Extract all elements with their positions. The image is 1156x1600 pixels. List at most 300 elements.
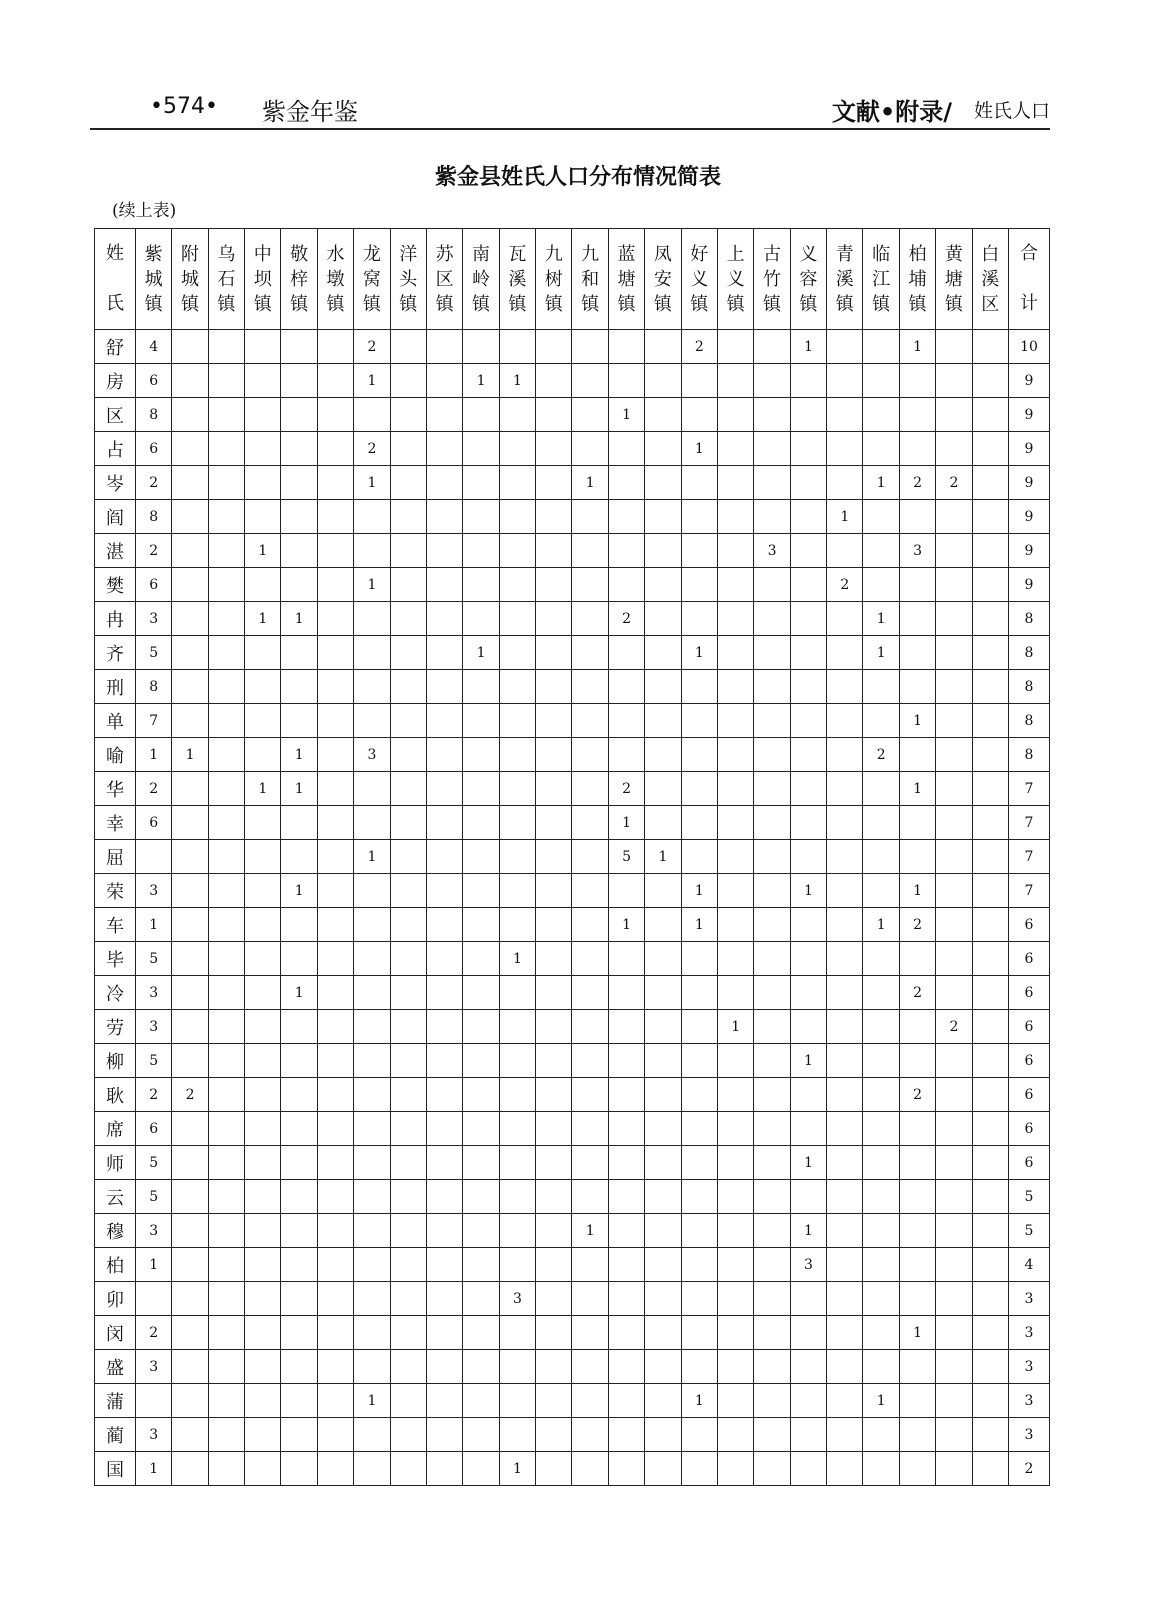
- count-cell: [827, 1384, 863, 1418]
- table-row: [95, 500, 1050, 534]
- total-cell: 3: [1008, 1282, 1049, 1316]
- count-cell: [499, 466, 535, 500]
- surname-cell: 席: [95, 1112, 136, 1146]
- column-header-label: 上义镇: [726, 243, 745, 315]
- count-cell: [936, 1044, 972, 1078]
- count-cell: [317, 1248, 353, 1282]
- count-cell: [390, 432, 426, 466]
- count-cell: [972, 398, 1008, 432]
- count-cell: [172, 636, 208, 670]
- count-cell: [426, 636, 462, 670]
- count-cell: [645, 976, 681, 1010]
- count-cell: [245, 1452, 281, 1486]
- column-header-town: [972, 229, 1008, 330]
- table-row: [95, 1180, 1050, 1214]
- surname-cell: 车: [95, 908, 136, 942]
- column-header-label: 南岭镇: [472, 243, 491, 315]
- column-header-town: [208, 229, 244, 330]
- count-cell: [172, 1112, 208, 1146]
- count-cell: [681, 398, 717, 432]
- count-cell: 1: [608, 398, 644, 432]
- column-header-town: [463, 229, 499, 330]
- count-cell: [936, 1078, 972, 1112]
- count-cell: [208, 432, 244, 466]
- count-cell: [463, 1418, 499, 1452]
- count-cell: [645, 636, 681, 670]
- count-cell: [827, 534, 863, 568]
- count-cell: [608, 432, 644, 466]
- count-cell: [608, 874, 644, 908]
- count-cell: [972, 1248, 1008, 1282]
- count-cell: [245, 1146, 281, 1180]
- count-cell: [463, 1044, 499, 1078]
- count-cell: [354, 874, 390, 908]
- count-cell: [354, 500, 390, 534]
- count-cell: [754, 364, 790, 398]
- count-cell: [827, 1248, 863, 1282]
- count-cell: 1: [354, 466, 390, 500]
- count-cell: [317, 1282, 353, 1316]
- count-cell: [208, 1044, 244, 1078]
- count-cell: [827, 602, 863, 636]
- count-cell: [827, 1010, 863, 1044]
- count-cell: [463, 1350, 499, 1384]
- count-cell: [354, 1214, 390, 1248]
- count-cell: [827, 466, 863, 500]
- count-cell: 1: [354, 1384, 390, 1418]
- count-cell: [172, 942, 208, 976]
- count-cell: [827, 806, 863, 840]
- surname-cell: 冉: [95, 602, 136, 636]
- count-cell: [390, 772, 426, 806]
- count-cell: 6: [135, 806, 171, 840]
- count-cell: [245, 1384, 281, 1418]
- count-cell: [790, 1316, 826, 1350]
- count-cell: [681, 976, 717, 1010]
- surname-cell: 国: [95, 1452, 136, 1486]
- count-cell: [572, 534, 608, 568]
- count-cell: [354, 942, 390, 976]
- count-cell: [208, 636, 244, 670]
- count-cell: 1: [790, 1146, 826, 1180]
- count-cell: [863, 1010, 899, 1044]
- total-cell: 9: [1008, 364, 1049, 398]
- count-cell: 2: [135, 1316, 171, 1350]
- total-cell: 9: [1008, 568, 1049, 602]
- count-cell: [208, 398, 244, 432]
- count-cell: [536, 1384, 572, 1418]
- count-cell: [645, 738, 681, 772]
- count-cell: [245, 1282, 281, 1316]
- total-cell: 8: [1008, 670, 1049, 704]
- count-cell: [827, 1452, 863, 1486]
- table-row: [95, 1078, 1050, 1112]
- surname-cell: 单: [95, 704, 136, 738]
- count-cell: [390, 534, 426, 568]
- count-cell: [281, 1180, 317, 1214]
- count-cell: [681, 1112, 717, 1146]
- count-cell: [317, 806, 353, 840]
- count-cell: [536, 398, 572, 432]
- count-cell: [608, 1418, 644, 1452]
- count-cell: 5: [135, 1146, 171, 1180]
- count-cell: [208, 1248, 244, 1282]
- count-cell: [754, 602, 790, 636]
- count-cell: [390, 1350, 426, 1384]
- count-cell: [426, 1078, 462, 1112]
- total-cell: 4: [1008, 1248, 1049, 1282]
- count-cell: [717, 330, 753, 364]
- count-cell: [208, 976, 244, 1010]
- count-cell: [754, 1214, 790, 1248]
- count-cell: [426, 330, 462, 364]
- count-cell: [245, 636, 281, 670]
- count-cell: [790, 704, 826, 738]
- surname-cell: 闵: [95, 1316, 136, 1350]
- count-cell: [717, 1078, 753, 1112]
- count-cell: [899, 1384, 935, 1418]
- count-cell: [426, 364, 462, 398]
- count-cell: [972, 840, 1008, 874]
- count-cell: [645, 704, 681, 738]
- count-cell: [463, 874, 499, 908]
- count-cell: [608, 534, 644, 568]
- count-cell: 1: [681, 1384, 717, 1418]
- column-header-town: [536, 229, 572, 330]
- total-cell: 7: [1008, 840, 1049, 874]
- surname-cell: 阎: [95, 500, 136, 534]
- count-cell: [572, 1112, 608, 1146]
- count-cell: [317, 1316, 353, 1350]
- count-cell: 2: [936, 466, 972, 500]
- count-cell: 8: [135, 500, 171, 534]
- count-cell: [936, 1418, 972, 1452]
- count-cell: [899, 568, 935, 602]
- count-cell: [608, 704, 644, 738]
- count-cell: [245, 330, 281, 364]
- count-cell: [572, 1282, 608, 1316]
- count-cell: [972, 1418, 1008, 1452]
- count-cell: 5: [608, 840, 644, 874]
- count-cell: [681, 840, 717, 874]
- count-cell: [827, 1316, 863, 1350]
- column-header-town: [717, 229, 753, 330]
- count-cell: [754, 1248, 790, 1282]
- count-cell: [863, 364, 899, 398]
- surname-cell: 幸: [95, 806, 136, 840]
- count-cell: [463, 806, 499, 840]
- count-cell: [645, 602, 681, 636]
- count-cell: [317, 534, 353, 568]
- count-cell: [827, 364, 863, 398]
- count-cell: 1: [790, 874, 826, 908]
- surname-cell: 房: [95, 364, 136, 398]
- count-cell: 1: [281, 772, 317, 806]
- count-cell: 1: [463, 364, 499, 398]
- count-cell: [317, 1010, 353, 1044]
- count-cell: [681, 534, 717, 568]
- count-cell: [608, 1146, 644, 1180]
- count-cell: [681, 1418, 717, 1452]
- count-cell: [463, 1180, 499, 1214]
- count-cell: 2: [135, 534, 171, 568]
- count-cell: [863, 568, 899, 602]
- count-cell: [317, 704, 353, 738]
- count-cell: [681, 1316, 717, 1350]
- count-cell: [208, 534, 244, 568]
- count-cell: [463, 1112, 499, 1146]
- count-cell: [717, 908, 753, 942]
- count-cell: 1: [645, 840, 681, 874]
- count-cell: [863, 1078, 899, 1112]
- count-cell: [426, 704, 462, 738]
- count-cell: [426, 1248, 462, 1282]
- count-cell: 1: [899, 704, 935, 738]
- count-cell: [536, 330, 572, 364]
- count-cell: [536, 466, 572, 500]
- count-cell: [972, 1010, 1008, 1044]
- count-cell: [499, 908, 535, 942]
- count-cell: [536, 636, 572, 670]
- count-cell: [245, 670, 281, 704]
- count-cell: [245, 704, 281, 738]
- count-cell: 2: [899, 466, 935, 500]
- table-row: [95, 1044, 1050, 1078]
- count-cell: [936, 1214, 972, 1248]
- count-cell: [899, 1282, 935, 1316]
- count-cell: 1: [354, 568, 390, 602]
- count-cell: [536, 602, 572, 636]
- count-cell: [899, 942, 935, 976]
- count-cell: [317, 840, 353, 874]
- count-cell: [645, 330, 681, 364]
- count-cell: 1: [790, 1044, 826, 1078]
- count-cell: [135, 1282, 171, 1316]
- count-cell: [790, 500, 826, 534]
- count-cell: [536, 670, 572, 704]
- count-cell: 3: [135, 976, 171, 1010]
- table-row: [95, 1316, 1050, 1350]
- column-header-total: [1008, 229, 1049, 330]
- count-cell: 1: [499, 364, 535, 398]
- count-cell: [754, 398, 790, 432]
- count-cell: [717, 1248, 753, 1282]
- count-cell: [608, 330, 644, 364]
- count-cell: [827, 772, 863, 806]
- count-cell: [972, 1112, 1008, 1146]
- count-cell: [863, 874, 899, 908]
- count-cell: [754, 466, 790, 500]
- count-cell: [863, 806, 899, 840]
- count-cell: [608, 1384, 644, 1418]
- count-cell: [463, 1384, 499, 1418]
- count-cell: [936, 704, 972, 738]
- count-cell: [281, 942, 317, 976]
- count-cell: [208, 1384, 244, 1418]
- count-cell: [790, 602, 826, 636]
- count-cell: [536, 1146, 572, 1180]
- surname-cell: 云: [95, 1180, 136, 1214]
- count-cell: [863, 772, 899, 806]
- surname-cell: 卯: [95, 1282, 136, 1316]
- column-header-town: [354, 229, 390, 330]
- count-cell: [754, 636, 790, 670]
- count-cell: [426, 534, 462, 568]
- count-cell: [281, 398, 317, 432]
- count-cell: [463, 1078, 499, 1112]
- total-cell: 8: [1008, 704, 1049, 738]
- surname-cell: 喻: [95, 738, 136, 772]
- count-cell: [572, 670, 608, 704]
- count-cell: [645, 772, 681, 806]
- count-cell: [608, 1316, 644, 1350]
- count-cell: [354, 670, 390, 704]
- count-cell: [936, 1112, 972, 1146]
- count-cell: [390, 874, 426, 908]
- count-cell: [790, 908, 826, 942]
- total-cell: 6: [1008, 976, 1049, 1010]
- column-header-label: 古竹镇: [763, 243, 782, 315]
- count-cell: [172, 466, 208, 500]
- count-cell: [426, 840, 462, 874]
- count-cell: [790, 1282, 826, 1316]
- count-cell: [463, 1316, 499, 1350]
- count-cell: [572, 1452, 608, 1486]
- count-cell: [681, 1452, 717, 1486]
- count-cell: [863, 840, 899, 874]
- count-cell: [717, 806, 753, 840]
- table-row: [95, 738, 1050, 772]
- count-cell: [972, 772, 1008, 806]
- count-cell: 1: [463, 636, 499, 670]
- table-row: [95, 942, 1050, 976]
- count-cell: [245, 1248, 281, 1282]
- count-cell: [172, 704, 208, 738]
- count-cell: [281, 908, 317, 942]
- count-cell: [608, 1350, 644, 1384]
- count-cell: [208, 466, 244, 500]
- count-cell: [790, 806, 826, 840]
- count-cell: [827, 1180, 863, 1214]
- count-cell: 1: [572, 466, 608, 500]
- count-cell: 1: [245, 772, 281, 806]
- count-cell: [717, 1418, 753, 1452]
- count-cell: [754, 568, 790, 602]
- count-cell: [499, 1078, 535, 1112]
- count-cell: [572, 1316, 608, 1350]
- column-header-label: 姓氏: [105, 243, 124, 314]
- page-number: •574•: [150, 94, 218, 119]
- count-cell: 2: [681, 330, 717, 364]
- surname-cell: 区: [95, 398, 136, 432]
- count-cell: [645, 806, 681, 840]
- count-cell: [972, 704, 1008, 738]
- count-cell: [827, 432, 863, 466]
- count-cell: [354, 1078, 390, 1112]
- count-cell: [572, 398, 608, 432]
- count-cell: [354, 1452, 390, 1486]
- count-cell: [899, 1180, 935, 1214]
- total-cell: 9: [1008, 534, 1049, 568]
- count-cell: [899, 1146, 935, 1180]
- total-cell: 6: [1008, 1044, 1049, 1078]
- count-cell: [717, 976, 753, 1010]
- count-cell: [281, 1214, 317, 1248]
- count-cell: [245, 874, 281, 908]
- count-cell: 1: [572, 1214, 608, 1248]
- count-cell: [790, 1078, 826, 1112]
- count-cell: [972, 330, 1008, 364]
- count-cell: [936, 500, 972, 534]
- count-cell: [972, 874, 1008, 908]
- count-cell: [463, 1248, 499, 1282]
- total-cell: 3: [1008, 1350, 1049, 1384]
- count-cell: [827, 1078, 863, 1112]
- count-cell: [608, 500, 644, 534]
- count-cell: 2: [899, 1078, 935, 1112]
- count-cell: [390, 364, 426, 398]
- count-cell: [790, 1010, 826, 1044]
- count-cell: [317, 636, 353, 670]
- count-cell: [390, 1384, 426, 1418]
- count-cell: [499, 602, 535, 636]
- count-cell: [827, 1418, 863, 1452]
- count-cell: [717, 568, 753, 602]
- surname-cell: 华: [95, 772, 136, 806]
- count-cell: [972, 908, 1008, 942]
- count-cell: [208, 670, 244, 704]
- count-cell: [281, 1350, 317, 1384]
- column-header-town: [827, 229, 863, 330]
- column-header-surname: [95, 229, 136, 330]
- count-cell: 1: [863, 466, 899, 500]
- total-cell: 6: [1008, 1078, 1049, 1112]
- count-cell: [281, 1010, 317, 1044]
- count-cell: [354, 1350, 390, 1384]
- count-cell: [790, 1350, 826, 1384]
- count-cell: [426, 670, 462, 704]
- count-cell: [754, 1282, 790, 1316]
- count-cell: 1: [354, 840, 390, 874]
- count-cell: [354, 1316, 390, 1350]
- count-cell: [354, 534, 390, 568]
- count-cell: [463, 330, 499, 364]
- count-cell: [499, 1316, 535, 1350]
- count-cell: [754, 1112, 790, 1146]
- count-cell: [572, 500, 608, 534]
- count-cell: [463, 568, 499, 602]
- count-cell: 2: [608, 772, 644, 806]
- count-cell: [463, 840, 499, 874]
- count-cell: [572, 1078, 608, 1112]
- count-cell: [172, 670, 208, 704]
- surname-cell: 舒: [95, 330, 136, 364]
- count-cell: [245, 976, 281, 1010]
- count-cell: [390, 1010, 426, 1044]
- count-cell: [281, 1418, 317, 1452]
- count-cell: [717, 466, 753, 500]
- count-cell: 1: [899, 1316, 935, 1350]
- count-cell: [972, 466, 1008, 500]
- count-cell: [208, 568, 244, 602]
- count-cell: [717, 670, 753, 704]
- count-cell: 6: [135, 568, 171, 602]
- count-cell: [172, 772, 208, 806]
- table-row: [95, 806, 1050, 840]
- count-cell: [899, 1452, 935, 1486]
- column-header-label: 附城镇: [181, 243, 200, 315]
- count-cell: [245, 1418, 281, 1452]
